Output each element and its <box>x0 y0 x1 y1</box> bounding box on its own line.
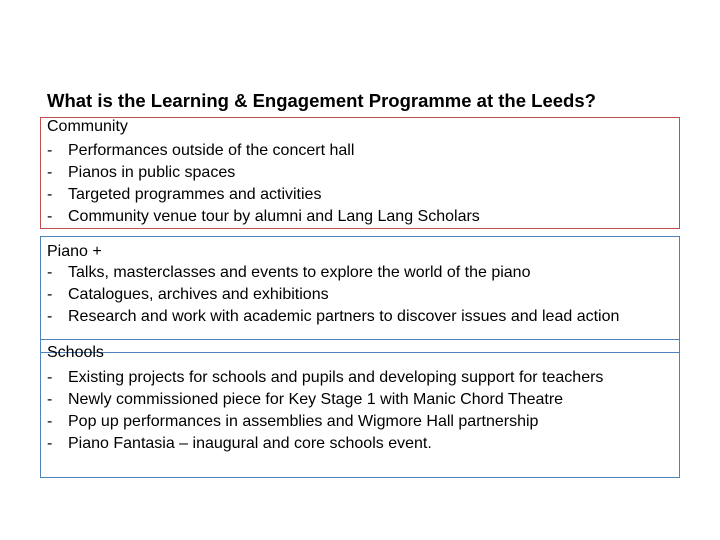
community-list <box>47 140 669 228</box>
schools-heading: Schools <box>47 344 104 361</box>
schools-item-text: Newly commissioned piece for Key Stage 1 with Manic Chord Theatre <box>68 391 564 408</box>
schools-list <box>47 367 669 455</box>
list-item <box>47 306 669 328</box>
schools-item-text: Existing projects for schools and pupils and developing support for teachers <box>68 369 604 386</box>
piano-item-text: Research and work with academic partners to discover issues and lead action <box>68 308 620 325</box>
list-item <box>47 367 669 389</box>
bullet-marker: - <box>47 286 53 303</box>
piano-list <box>47 262 669 328</box>
list-item <box>47 262 669 284</box>
bullet-marker: - <box>47 264 53 281</box>
list-item <box>47 389 669 411</box>
schools-item-text: Piano Fantasia – inaugural and core schools event. <box>68 435 432 452</box>
piano-item-text: Talks, masterclasses and events to explore the world of the piano <box>68 264 531 281</box>
bullet-marker: - <box>47 186 53 203</box>
bullet-marker: - <box>47 391 53 408</box>
list-item <box>47 206 669 228</box>
bullet-marker: - <box>47 208 53 225</box>
list-item <box>47 162 669 184</box>
community-item-text: Pianos in public spaces <box>68 164 236 181</box>
piano-box <box>40 236 680 353</box>
schools-item-text: Pop up performances in assemblies and Wigmore Hall partnership <box>68 413 539 430</box>
piano-item-text: Catalogues, archives and exhibitions <box>68 286 329 303</box>
bullet-marker: - <box>47 308 53 325</box>
bullet-marker: - <box>47 369 53 386</box>
list-item <box>47 284 669 306</box>
schools-box <box>40 339 680 478</box>
piano-heading: Piano + <box>47 243 102 260</box>
list-item <box>47 411 669 433</box>
list-item <box>47 140 669 162</box>
bullet-marker: - <box>47 413 53 430</box>
community-box <box>40 117 680 229</box>
bullet-marker: - <box>47 142 53 159</box>
slide-title: What is the Learning & Engagement Programme at the Leeds? <box>47 90 596 111</box>
bullet-marker: - <box>47 164 53 181</box>
list-item <box>47 184 669 206</box>
community-item-text: Targeted programmes and activities <box>68 186 322 203</box>
community-heading: Community <box>47 118 128 135</box>
bullet-marker: - <box>47 435 53 452</box>
community-item-text: Performances outside of the concert hall <box>68 142 355 159</box>
community-item-text: Community venue tour by alumni and Lang Lang Scholars <box>68 208 480 225</box>
list-item <box>47 433 669 455</box>
